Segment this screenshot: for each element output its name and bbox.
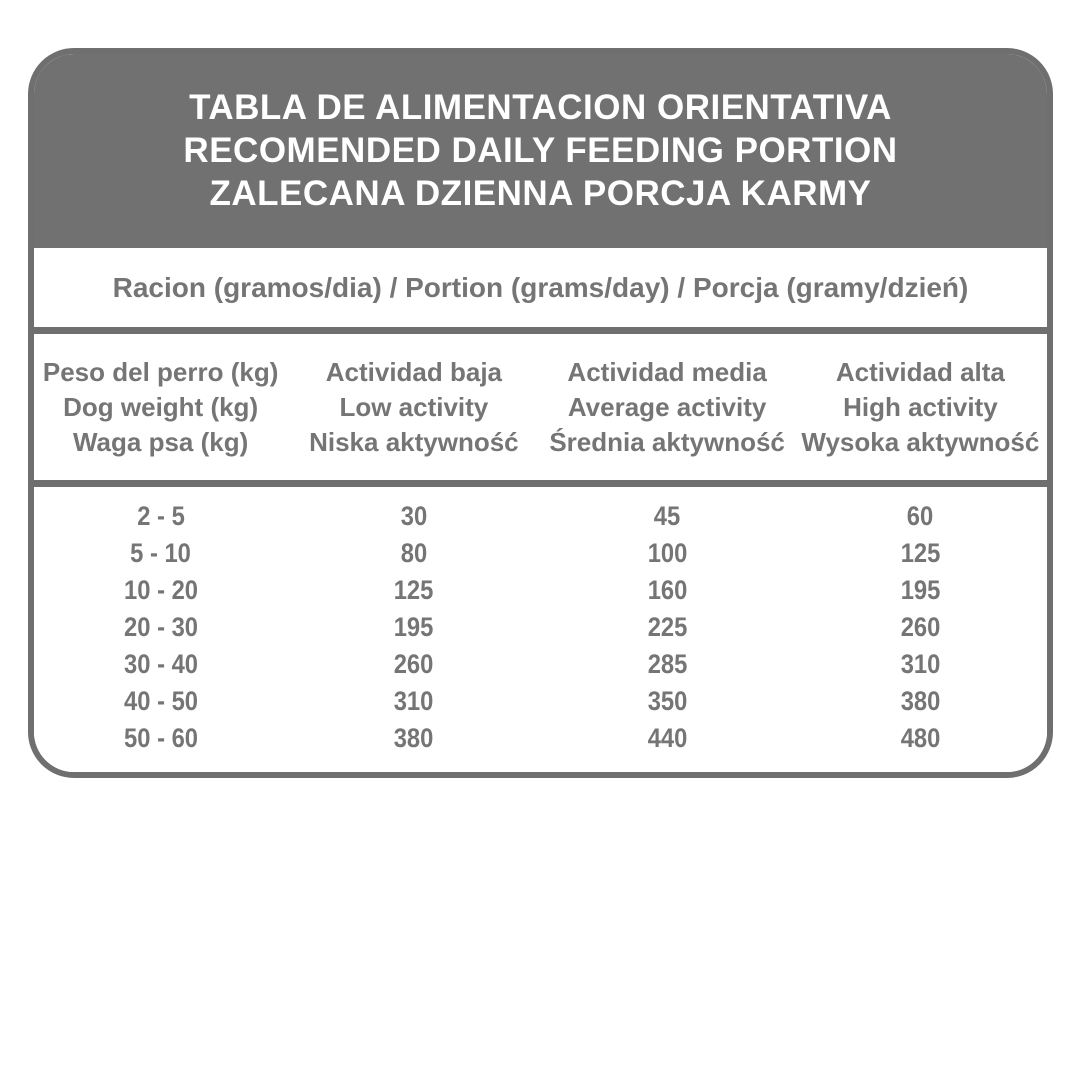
portion-cell-average: 100: [647, 538, 687, 568]
column-header-line: Low activity: [339, 391, 489, 422]
table-row: [34, 572, 1047, 609]
column-header-line: Peso del perro (kg): [42, 356, 279, 387]
weight-range-cell: 2 - 5: [136, 501, 185, 531]
weight-range-cell: 40 - 50: [123, 686, 198, 716]
portion-cell-high: 310: [900, 649, 941, 679]
table-header: [32, 52, 1049, 248]
column-header-line: Waga psa (kg): [72, 426, 249, 457]
table-row: [34, 720, 1047, 757]
portion-cell-average: 45: [653, 501, 681, 531]
column-header-average-activity: [541, 334, 794, 480]
separator-top: [34, 327, 1047, 334]
portion-cell-high: 125: [900, 538, 941, 568]
column-header-dog-weight: [34, 334, 287, 480]
column-header-line: Actividad alta: [835, 356, 1005, 387]
weight-range-cell: 50 - 60: [123, 723, 198, 753]
table-row: [34, 646, 1047, 683]
column-header-line: Dog weight (kg): [63, 391, 259, 422]
portion-cell-average: 440: [647, 723, 687, 753]
portion-cell-average: 160: [647, 575, 687, 605]
portion-cell-high: 480: [900, 723, 941, 753]
column-header-line: Actividad media: [567, 356, 767, 387]
column-header-line: Średnia aktywność: [549, 426, 785, 457]
column-header-line: Actividad baja: [325, 356, 503, 387]
table-row: [34, 609, 1047, 646]
title-line-polish: ZALECANA DZIENNA PORCJA KARMY: [209, 173, 872, 213]
portion-cell-high: 380: [900, 686, 941, 716]
portion-cell-high: 260: [900, 612, 941, 642]
column-header-line: High activity: [843, 391, 998, 422]
separator-bottom: [34, 480, 1047, 487]
portion-cell-low: 260: [394, 649, 434, 679]
weight-range-cell: 30 - 40: [123, 649, 198, 679]
feeding-table-card: [28, 48, 1053, 778]
table-row: [34, 683, 1047, 720]
subtitle-row: [34, 248, 1047, 327]
portion-cell-low: 80: [400, 538, 428, 568]
column-header-line: Wysoka aktywność: [801, 426, 1040, 457]
table-row: [34, 498, 1047, 535]
column-header-line: Average activity: [567, 391, 767, 422]
column-header-low-activity: [287, 334, 540, 480]
portion-units-subtitle: Racion (gramos/dia) / Portion (grams/day) / Porcja (gramy/dzień): [112, 271, 969, 303]
weight-range-cell: 10 - 20: [123, 575, 198, 605]
portion-cell-low: 30: [400, 501, 428, 531]
portion-cell-average: 285: [647, 649, 687, 679]
portion-cell-average: 225: [647, 612, 687, 642]
portion-cell-average: 350: [647, 686, 687, 716]
column-headers-row: [34, 334, 1047, 480]
title-line-spanish: TABLA DE ALIMENTACION ORIENTATIVA: [189, 87, 892, 127]
weight-range-cell: 20 - 30: [123, 612, 198, 642]
portion-cell-high: 195: [900, 575, 941, 605]
column-header-line: Niska aktywność: [309, 426, 519, 457]
column-header-high-activity: [794, 334, 1047, 480]
feeding-data-grid: [34, 487, 1047, 772]
portion-cell-high: 60: [907, 501, 934, 531]
table-row: [34, 535, 1047, 572]
title-line-english: RECOMENDED DAILY FEEDING PORTION: [183, 130, 898, 170]
portion-cell-low: 125: [394, 575, 434, 605]
portion-cell-low: 195: [394, 612, 434, 642]
portion-cell-low: 310: [394, 686, 434, 716]
weight-range-cell: 5 - 10: [130, 538, 191, 568]
portion-cell-low: 380: [394, 723, 434, 753]
